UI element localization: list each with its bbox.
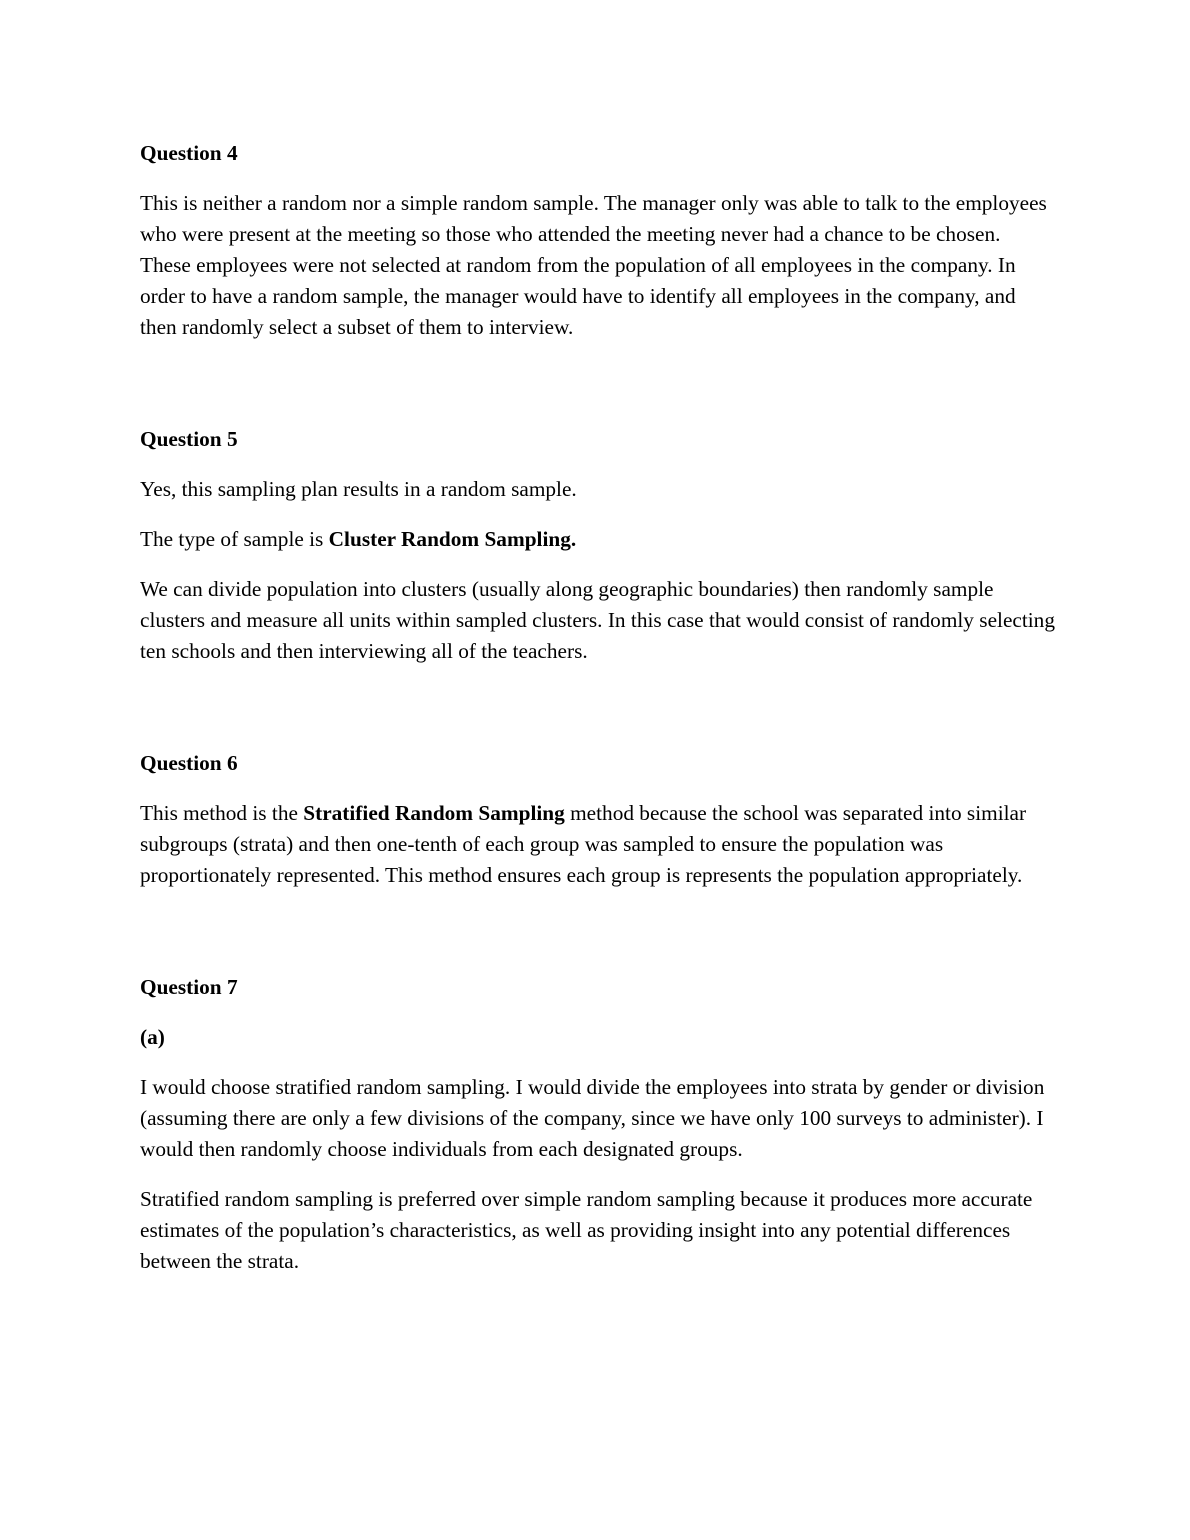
question-7-heading: Question 7	[140, 975, 238, 999]
method-lead: This method is the	[140, 801, 304, 825]
sample-type-lead: The type of sample is	[140, 527, 329, 551]
question-5-answer-yes: Yes, this sampling plan results in a random sample.	[140, 477, 577, 501]
question-4-heading: Question 4	[140, 141, 238, 165]
section-spacer	[140, 910, 1055, 972]
sample-type-name: Cluster Random Sampling.	[328, 527, 577, 551]
question-6-heading: Question 6	[140, 751, 238, 775]
question-4-answer: This is neither a random nor a simple random sample. The manager only was able to talk to the employees who were present at the meeting so those who attended the meeting never had a chance to be chosen. These employees were not selected at random from the population of all employees in the company. In order to have a random sample, the manager would have to identify all employees in the company, and then randomly select a subset of them to interview.	[140, 191, 1047, 339]
question-5-sample-type	[140, 524, 1055, 555]
question-7-part-a: (a)	[140, 1025, 165, 1049]
question-5-heading: Question 5	[140, 427, 238, 451]
document-page	[140, 138, 1055, 1296]
question-6-answer	[140, 798, 1055, 891]
method-name: Stratified Random Sampling	[303, 801, 565, 825]
method-explanation: method because the school was separated into similar subgroups (strata) and then one-tenth of each group was sampled to ensure the population was proportionately represented. This method ensures each group is represents the population appropriately.	[140, 801, 1027, 887]
section-spacer	[140, 686, 1055, 748]
question-5-explanation: We can divide population into clusters (usually along geographic boundaries) then randomly sample clusters and measure all units within sampled clusters. In this case that would consist of randomly selecting ten schools and then interviewing all of the teachers.	[140, 577, 1055, 663]
section-spacer	[140, 362, 1055, 424]
question-7-justification: Stratified random sampling is preferred over simple random sampling because it produces more accurate estimates of the population’s characteristics, as well as providing insight into any potential differences between the strata.	[140, 1187, 1033, 1273]
question-7-choice: I would choose stratified random sampling. I would divide the employees into strata by gender or division (assuming there are only a few divisions of the company, since we have only 100 surveys to administer). I would then randomly choose individuals from each designated groups.	[140, 1075, 1045, 1161]
